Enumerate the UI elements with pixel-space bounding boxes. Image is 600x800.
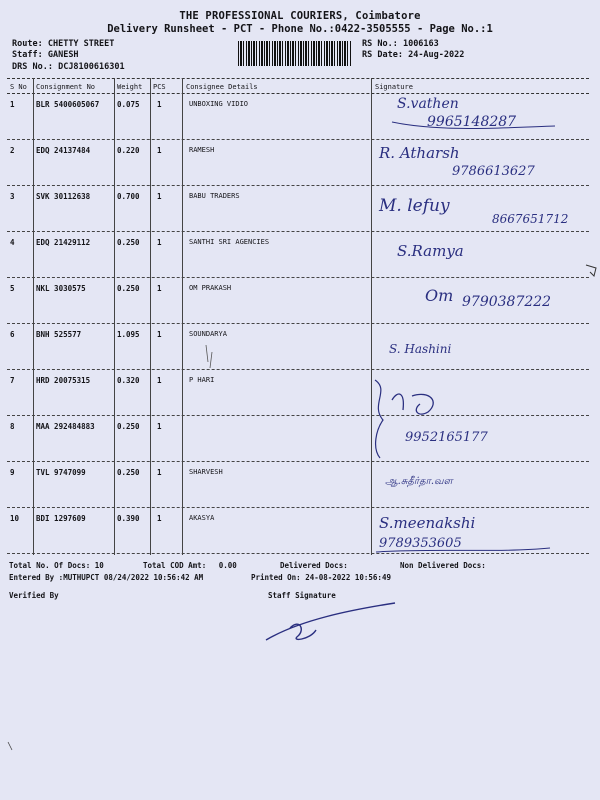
signature-name: ஆ.சுதீர்தா.வள bbox=[385, 476, 453, 487]
consignment-cell: BLR 5400605067 bbox=[36, 100, 100, 109]
route-label: Route: bbox=[12, 39, 43, 49]
printed-on-value: 24-08-2022 10:56:49 bbox=[305, 573, 391, 582]
entered-by-label: Entered By : bbox=[9, 573, 64, 582]
sno-cell: 9 bbox=[10, 468, 15, 477]
consignment-cell: NKL 3030575 bbox=[36, 284, 86, 293]
signature-name: S.meenakshi bbox=[379, 514, 476, 532]
rs-date-value: 24-Aug-2022 bbox=[408, 50, 465, 60]
consignee-cell: OM PRAKASH bbox=[189, 284, 232, 292]
entered-by-value: MUTHUPCT 08/24/2022 10:56:42 AM bbox=[63, 573, 204, 582]
sno-cell: 2 bbox=[10, 146, 15, 155]
signature-name: M. lefuy bbox=[379, 196, 450, 216]
sno-cell: 1 bbox=[10, 100, 15, 109]
signature-stroke bbox=[266, 603, 395, 640]
signature-stroke bbox=[392, 394, 433, 414]
signature-stroke bbox=[8, 742, 12, 750]
col-header-signature: Signature bbox=[375, 83, 413, 91]
consignee-cell: UNBOXING VIDIO bbox=[189, 100, 249, 108]
consignee-cell: SANTHI SRI AGENCIES bbox=[189, 238, 270, 246]
weight-cell: 0.250 bbox=[117, 422, 140, 431]
signature-name: Om bbox=[425, 286, 454, 305]
consignment-cell: MAA 292484883 bbox=[36, 422, 95, 431]
consignment-cell: EDQ 24137484 bbox=[36, 146, 91, 155]
col-header-pcs: PCS bbox=[153, 83, 166, 91]
weight-cell: 0.320 bbox=[117, 376, 140, 385]
staff-signature-label: Staff Signature bbox=[268, 591, 336, 600]
signature-stroke bbox=[375, 380, 383, 458]
non-delivered-docs-label: Non Delivered Docs: bbox=[400, 561, 486, 570]
delivered-docs-label: Delivered Docs: bbox=[280, 561, 348, 570]
signature-stroke bbox=[206, 345, 212, 368]
sno-cell: 6 bbox=[10, 330, 15, 339]
pcs-cell: 1 bbox=[157, 146, 162, 155]
col-header-consignee: Consignee Details bbox=[186, 83, 258, 91]
sno-cell: 10 bbox=[10, 514, 20, 523]
sno-cell: 5 bbox=[10, 284, 15, 293]
cod-line bbox=[143, 561, 237, 570]
col-header-sno: S No bbox=[10, 83, 27, 91]
weight-cell: 0.250 bbox=[117, 284, 140, 293]
signature-phone: 9952165177 bbox=[405, 430, 488, 445]
consignee-cell: SOUNDARYA bbox=[189, 330, 227, 338]
sno-cell: 4 bbox=[10, 238, 15, 247]
sno-cell: 8 bbox=[10, 422, 15, 431]
staff-value: GANESH bbox=[47, 50, 79, 60]
signature-phone: 9789353605 bbox=[379, 536, 462, 551]
rs-date-label: RS Date: bbox=[362, 50, 403, 60]
consignee-cell: BABU TRADERS bbox=[189, 192, 240, 200]
verified-by-label: Verified By bbox=[9, 591, 59, 600]
pcs-cell: 1 bbox=[157, 238, 162, 247]
printed-on-label: Printed On: bbox=[251, 573, 301, 582]
col-header-weight: Weight bbox=[117, 83, 143, 91]
totals-line bbox=[9, 561, 104, 570]
total-docs-value: 10 bbox=[94, 561, 104, 570]
weight-cell: 0.390 bbox=[117, 514, 140, 523]
consignment-cell: SVK 30112638 bbox=[36, 192, 91, 201]
weight-cell: 0.075 bbox=[117, 100, 140, 109]
total-docs-label: Total No. Of Docs: bbox=[9, 561, 91, 570]
sno-cell: 3 bbox=[10, 192, 15, 201]
signature-stroke bbox=[586, 265, 596, 276]
drs-label: DRS No.: bbox=[12, 62, 53, 72]
entered-by-line bbox=[9, 573, 203, 582]
consignment-cell: BNH 525577 bbox=[36, 330, 82, 339]
pcs-cell: 1 bbox=[157, 284, 162, 293]
rs-no-label: RS No.: bbox=[362, 39, 398, 49]
staff-label: Staff: bbox=[12, 50, 43, 60]
signature-phone: 9965148287 bbox=[427, 114, 517, 130]
signature-name: S.vathen bbox=[397, 96, 459, 112]
consignee-cell: P HARI bbox=[189, 376, 215, 384]
signature-name: S. Hashini bbox=[389, 342, 452, 356]
signature-phone: 9790387222 bbox=[462, 294, 552, 310]
sno-cell: 7 bbox=[10, 376, 15, 385]
printed-on-line bbox=[251, 573, 391, 582]
pcs-cell: 1 bbox=[157, 468, 162, 477]
signature-phone: 9786613627 bbox=[452, 164, 535, 179]
cod-label: Total COD Amt: bbox=[143, 561, 207, 570]
consignment-cell: HRD 20075315 bbox=[36, 376, 91, 385]
pcs-cell: 1 bbox=[157, 192, 162, 201]
consignment-cell: EDQ 21429112 bbox=[36, 238, 91, 247]
consignee-cell: AKASYA bbox=[189, 514, 215, 522]
weight-cell: 1.095 bbox=[117, 330, 140, 339]
weight-cell: 0.250 bbox=[117, 468, 140, 477]
pcs-cell: 1 bbox=[157, 100, 162, 109]
cod-value: 0.00 bbox=[218, 561, 237, 570]
weight-cell: 0.250 bbox=[117, 238, 140, 247]
signature-name: S.Ramya bbox=[397, 242, 464, 260]
pcs-cell: 1 bbox=[157, 514, 162, 523]
pcs-cell: 1 bbox=[157, 376, 162, 385]
drs-value: DCJ8100616301 bbox=[58, 62, 125, 72]
signature-phone: 8667651712 bbox=[492, 212, 569, 226]
signature-stroke bbox=[376, 548, 550, 552]
weight-cell: 0.220 bbox=[117, 146, 140, 155]
consignee-cell: SHARVESH bbox=[189, 468, 223, 476]
consignment-cell: BDI 1297609 bbox=[36, 514, 86, 523]
signature-name: R. Atharsh bbox=[379, 144, 460, 162]
route-value: CHETTY STREET bbox=[47, 39, 115, 49]
pcs-cell: 1 bbox=[157, 330, 162, 339]
weight-cell: 0.700 bbox=[117, 192, 140, 201]
runsheet-subtitle: Delivery Runsheet - PCT - Phone No.:0422-3505555 - Page No.:1 bbox=[107, 23, 493, 35]
consignee-cell: RAMESH bbox=[189, 146, 215, 154]
consignment-cell: TVL 9747099 bbox=[36, 468, 86, 477]
col-header-consignment: Consignment No bbox=[36, 83, 96, 91]
company-title: THE PROFESSIONAL COURIERS, Coimbatore bbox=[179, 10, 421, 22]
pcs-cell: 1 bbox=[157, 422, 162, 431]
rs-no-value: 1006163 bbox=[402, 39, 439, 49]
signature-stroke bbox=[392, 122, 555, 129]
